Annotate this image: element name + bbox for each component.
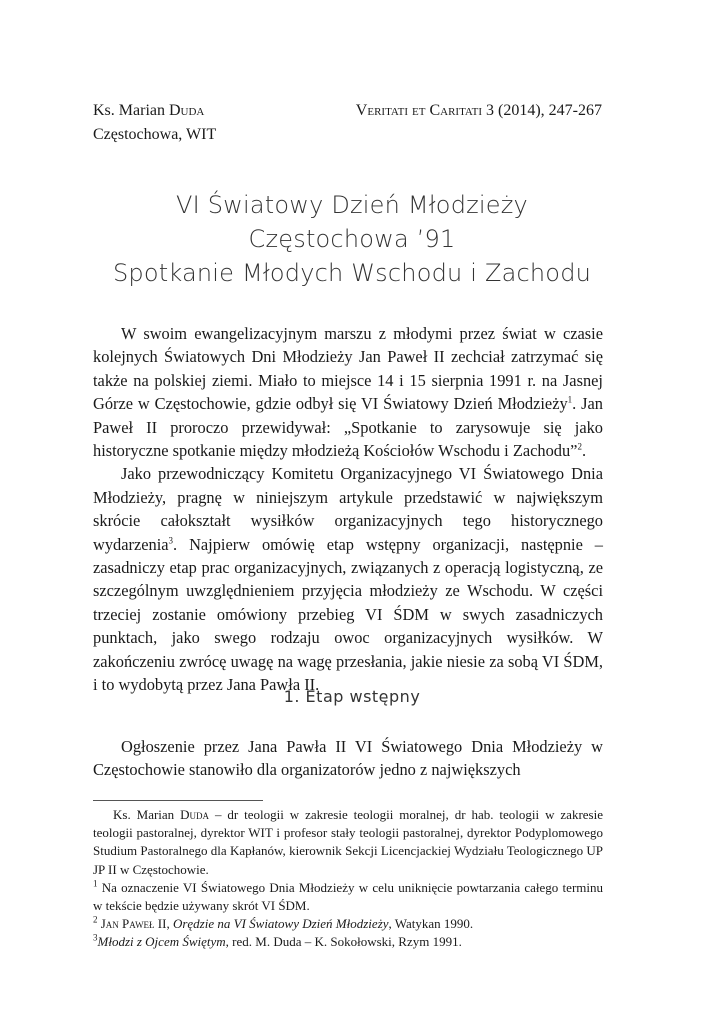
intro-paragraph-2 — [93, 462, 603, 696]
footnote-mark: 2 — [93, 914, 98, 925]
footnote-cited-title: Młodzi z Ojcem Świętym — [97, 934, 226, 950]
footnote-cited-title: Orędzie na VI Światowy Dzień Młodzieży — [172, 916, 389, 932]
author-prefix: Ks. Marian — [93, 102, 169, 119]
footnote-text: – dr teologii w zakresie teologii moralnej, dr hab. teologii w zakresie teologii pastoralnej, dyrektor WIT i profesor stały teologii pastoralnej, dyrektor Podyplomowego Studium Pastoralnego dla Kapłanów, kierownik Sekcji Licencjackiej Wydziału Teologicznego UP JP II w Częstochowie. — [93, 807, 603, 877]
paragraph-text: W swoim ewangelizacyjnym marszu z młodymi przez świat w czasie kolejnych Światowych Dni Młodzieży Jan Paweł II zechciał zatrzymać się także na polskiej ziemi. Miało to miejsce 14 i 15 sierpnia 1991 r. na Jasnej Górze w Częstochowie, gdzie odbył się VI Światowy Dzień Młodzieży — [93, 324, 603, 414]
author-surname: Duda — [168, 102, 205, 119]
paragraph-text: . — [581, 441, 587, 461]
paragraph-text: . Najpierw omówię etap wstępny organizacji, następnie – zasadniczy etap prac organizacyjnych, związanych z operacją logistyczną, ze szczególnym uwzględnieniem przyjęcia młodzieży ze Wschodu. W części trzeciej zostanie omówiony przebieg VI ŚDM w swych zasadniczych punktach, jako swego rodzaju owoc organizacyjnych wysiłków. W zakończeniu zwrócę uwagę na wagę przesłania, jakie niesie za sobą VI ŚDM, i to wydobytą przez Jana Pawła II. — [93, 534, 603, 695]
footnote-3 — [93, 933, 603, 951]
intro-section — [93, 322, 603, 697]
footnote-author — [93, 806, 603, 879]
title-line-3: Spotkanie Młodych Wschodu i Zachodu — [112, 259, 592, 287]
footnote-1 — [93, 879, 603, 915]
footnotes — [93, 806, 603, 952]
journal-name: Veritati et Caritati — [355, 102, 483, 119]
footnote-mark: 3 — [93, 933, 98, 944]
footnote-mark: 1 — [93, 878, 98, 889]
footnote-text: Ks. Marian — [113, 807, 181, 822]
paragraph-text: Jako przewodniczący Komitetu Organizacyjnego VI Światowego Dnia Młodzieży, pragnę w niniejszym artykule przedstawić w największym skrócie całokształt wysiłków organizacyjnych tego historycznego wydarzenia — [93, 464, 603, 554]
footnote-text: , — [166, 916, 173, 932]
author-name — [93, 99, 216, 123]
section-1-body — [93, 735, 603, 782]
section-heading: 1. Etap wstępny — [283, 687, 421, 706]
footnote-ref-1[interactable]: 1 — [567, 394, 573, 405]
footnote-ref-3[interactable]: 3 — [168, 535, 174, 546]
footnote-2 — [93, 915, 603, 933]
footnote-text: Na oznaczenie VI Światowego Dnia Młodzieży w celu uniknięcie powtarzania całego terminu w tekście będzie używany skrót VI ŚDM. — [93, 879, 603, 914]
intro-paragraph-1 — [93, 322, 603, 462]
paragraph-text: . Jan Paweł II proroczo przewidywał: „Spotkanie to zarysowuje się jako historyczne spotkanie między młodzieżą Kościołów Wschodu i Zachodu” — [93, 394, 603, 461]
footnote-text: , red. M. Duda – K. Sokołowski, Rzym 1991. — [225, 934, 462, 950]
title-line-2: Częstochowa ’91 — [248, 225, 456, 253]
journal-reference — [356, 99, 602, 123]
journal-volume-pages: 3 (2014), 247-267 — [482, 102, 602, 119]
footnote-ref-2[interactable]: 2 — [577, 441, 582, 452]
footnote-text: , Watykan 1990. — [388, 916, 474, 932]
title-line-1: VI Światowy Dzień Młodzieży — [176, 191, 528, 219]
footnote-cited-author: Jan Paweł II — [97, 916, 167, 932]
author-block — [93, 99, 216, 147]
footnote-author-surname: Duda — [180, 807, 210, 822]
section-1-paragraph-1: Ogłoszenie przez Jana Pawła II VI Światowego Dnia Młodzieży w Częstochowie stanowiło dla organizatorów jedno z największych — [93, 737, 603, 780]
author-affiliation: Częstochowa, WIT — [93, 126, 217, 143]
footnote-divider — [93, 800, 263, 801]
article-title — [0, 188, 704, 290]
